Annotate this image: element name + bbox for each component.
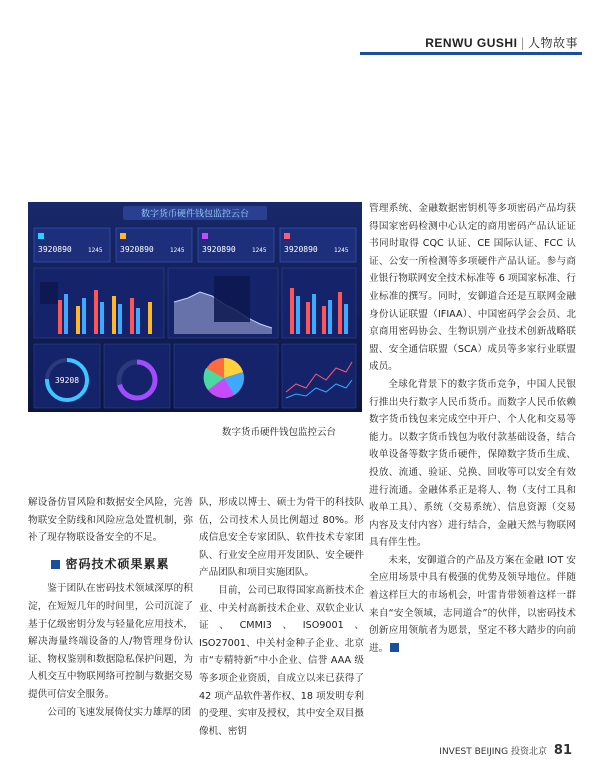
kpi-small-4: 1245 <box>334 247 349 254</box>
header-section: 人物故事 <box>527 36 578 50</box>
left-paragraph-2: 鉴于团队在密码技术领域深厚的积淀，在短短几年的时间里，公司沉淀了基于亿级密钥分发与轻量化应用技术，解决海量终端设备的人/物管理身份认证、物权鉴别和数据隐私保护问题，为人机交互中物联网络可控制与数据交易提供可信安全服务。 <box>28 583 193 700</box>
left-column <box>28 494 193 721</box>
area-chart-mid <box>168 268 278 338</box>
section-heading-text: 密码技术硕果累累 <box>65 556 170 571</box>
end-mark: 英 <box>390 643 399 652</box>
line-panel <box>282 344 356 408</box>
ring-panel <box>104 344 170 408</box>
right-paragraph-2: 全球化背景下的数字货币竞争，中国人民银行推出央行数字人民币货币。而数字人民币依赖数字货币钱包来完成空中开户、个人化和交易等能力。以数字货币钱包为收付款基础设备，结合收单设备等数字货币硬件，保障数字货币生成、投放、流通、验证、兑换、回收等可以安全有效进行流通。金融体系正是将人、物（支付工具和收单工具）、系统（交易系统）、信息资源（交易内容及支付内容）进行结合，金融天然与物联网具有伴生性。 <box>369 378 576 549</box>
kpi-value-1: 3920890 <box>38 245 72 254</box>
dashboard-title: 数字货币硬件钱包监控云台 <box>140 209 250 220</box>
kpi-small-3: 1245 <box>252 247 267 254</box>
page-footer <box>439 743 572 758</box>
dashboard-svg <box>28 202 362 412</box>
figure-caption: 数字货币硬件钱包监控云台 <box>222 427 337 438</box>
kpi-value-2: 3920890 <box>120 245 154 254</box>
kpi-value-3: 3920890 <box>202 245 236 254</box>
header-separator: | <box>520 36 525 50</box>
right-column <box>369 200 576 657</box>
middle-paragraph-1: 队，形成以博士、硕士为骨干的科技队伍，公司技术人员比例超过 80%。形成信息安全专家团队、软件技术专家团队、行业安全应用开发团队、安全硬件产品团队和项目实施团队。 <box>199 497 364 579</box>
left-paragraph-3: 公司的飞速发展倚仗实力雄厚的团 <box>47 706 192 718</box>
pie-panel <box>174 344 278 408</box>
left-paragraph-1: 解设备仿冒风险和数据安全风险，完善物联安全防线和风险应急处置机制，弥补了现存物联设备安全的不足。 <box>28 497 193 544</box>
bar-chart-right <box>282 268 356 338</box>
right-paragraph-1: 管理系统、金融数据密钥机等多项密码产品均获得国家密码检测中心认定的商用密码产品认证证书同时取得 CQC 认证、CE 国际认证、FCC 认证、公安一所检测等多项硬件产品认证。参与商业银行物联网安全技术标准等 6 项国家标准、行业标准的撰写。同时，安御道合还是互联网金融身份认证联盟（IFIAA）、中国密码学会会员、北京商用密码协会、生物识别产业技术创新战略联盟、安全通信联盟（SCA）成员等多家行业联盟成员。 <box>369 203 576 373</box>
footer-pub: INVEST BEIJING <box>439 747 509 757</box>
section-heading <box>28 556 193 574</box>
middle-paragraph-2: 目前，公司已取得国家高新技术企业、中关村高新技术企业、双软企业认证、CMMI3、ISO9001、ISO27001、中关村金种子企业、北京市“专精特新”中小企业、信誉 AAA 级等多项企业资质，自成立以来已获得了 42 项产品软件著作权、18 项发明专利的受理、实审及授权，其中安全双目摄像机、密钥 <box>199 584 364 737</box>
bar-chart-left <box>34 268 164 338</box>
dashboard-figure <box>28 202 362 412</box>
heading-square-icon <box>51 560 60 569</box>
kpi-value-4: 3920890 <box>284 245 318 254</box>
gauge-panel <box>34 344 100 408</box>
middle-column <box>199 494 364 740</box>
header-rule <box>360 52 582 55</box>
page-number: 81 <box>553 743 572 758</box>
kpi-small-2: 1245 <box>170 247 185 254</box>
kpi-small-1: 1245 <box>88 247 103 254</box>
right-paragraph-3 <box>369 552 576 658</box>
gauge-value: 39208 <box>54 376 80 385</box>
footer-pub-cn: 投资北京 <box>511 747 548 757</box>
right-paragraph-3-text: 未来，安御道合的产品及方案在金融 IOT 安全应用场景中具有极强的优势及领导地位。伴随着这样巨大的市场机会，叶雷肯带领着这样一群来自“安全领域，志同道合”的伙伴，以密码技术创新应用领航者为愿景，坚定不移大踏步的向前进。 <box>369 554 576 654</box>
header-brand: RENWU GUSHI <box>425 36 518 50</box>
running-header <box>425 34 578 51</box>
